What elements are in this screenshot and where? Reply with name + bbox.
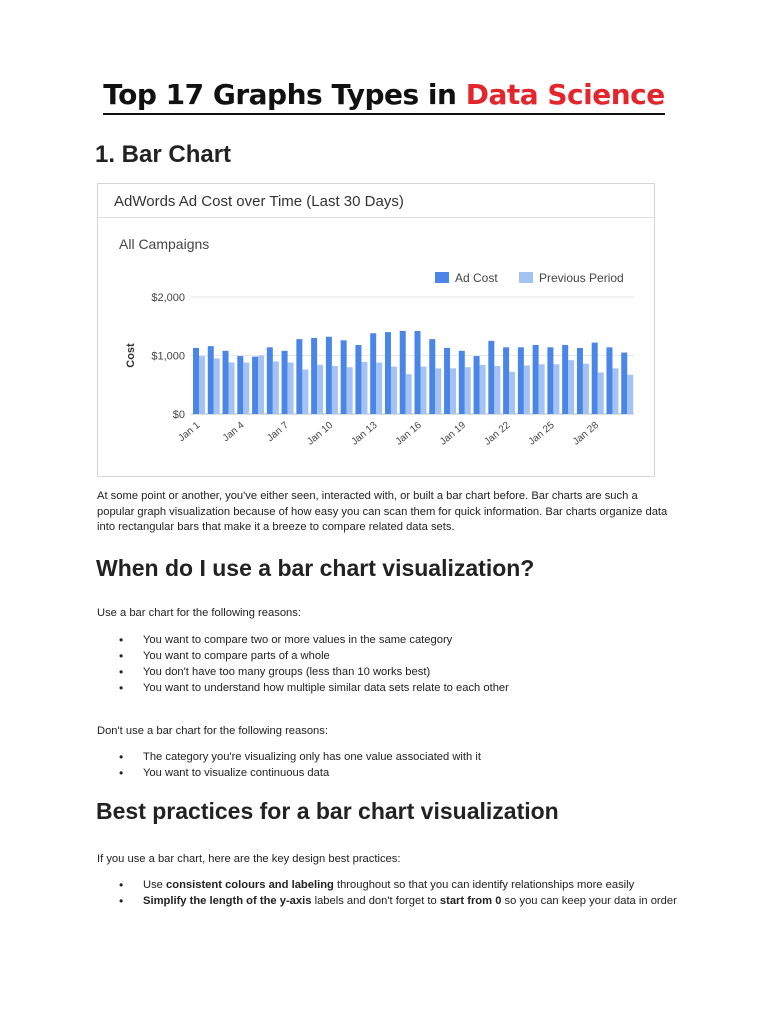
list-item: • You want to compare two or more values in the same category	[97, 632, 682, 648]
bar-previous-period	[243, 363, 249, 414]
bar-ad-cost	[592, 343, 598, 414]
x-tick-label: Jan 28	[570, 419, 602, 448]
bar-previous-period	[332, 366, 338, 414]
bar-ad-cost	[577, 348, 583, 414]
bar-previous-period	[273, 361, 279, 414]
list-item: • You want to visualize continuous data	[97, 765, 682, 781]
bar-previous-period	[509, 372, 515, 414]
bar-previous-period	[553, 364, 559, 414]
bar-previous-period	[391, 367, 397, 414]
bar-ad-cost	[400, 331, 406, 414]
bar-previous-period	[435, 368, 441, 414]
dont-intro: Don't use a bar chart for the following reasons:	[97, 725, 328, 737]
text-run: throughout so that you can identify relationships more easily	[333, 879, 635, 891]
best-list	[97, 877, 682, 909]
page-title-text	[103, 78, 665, 115]
text-run: so you can keep your data in order	[501, 895, 677, 907]
y-tick-label: $2,000	[151, 292, 185, 304]
bar-previous-period	[539, 364, 545, 414]
bar-ad-cost	[282, 351, 288, 414]
section-heading-bar-chart: 1. Bar Chart	[95, 141, 232, 168]
bar-ad-cost	[341, 340, 347, 414]
chart-panel-title: AdWords Ad Cost over Time (Last 30 Days)	[114, 193, 404, 210]
list-item	[97, 893, 682, 909]
bar-ad-cost	[237, 356, 243, 414]
bar-previous-period	[214, 358, 220, 414]
bar-ad-cost	[355, 345, 361, 414]
bar-previous-period	[450, 368, 456, 414]
bar-ad-cost	[267, 347, 273, 414]
chart-panel	[97, 183, 655, 477]
bar-ad-cost	[223, 351, 229, 414]
bar-previous-period	[376, 363, 382, 414]
chart-subtitle: All Campaigns	[119, 236, 210, 252]
bar-ad-cost	[518, 347, 524, 414]
bar-previous-period	[406, 374, 412, 414]
bar-ad-cost	[252, 357, 258, 414]
x-tick-label: Jan 19	[438, 419, 469, 448]
list-item: • The category you're visualizing only has one value associated with it	[97, 749, 682, 765]
legend-label: Previous Period	[539, 271, 624, 285]
best-practices-heading: Best practices for a bar chart visualization	[96, 798, 559, 824]
bar-previous-period	[465, 367, 471, 414]
bar-previous-period	[361, 362, 367, 414]
x-tick-label: Jan 22	[482, 419, 513, 448]
bar-ad-cost	[296, 339, 302, 414]
bar-ad-cost	[370, 333, 376, 414]
bar-chart	[98, 184, 654, 476]
x-tick-label: Jan 1	[176, 419, 203, 445]
y-tick-label: $0	[172, 409, 185, 421]
intro-paragraph: At some point or another, you've either seen, interacted with, or built a bar chart before. Bar charts are such a popular graph visualization because of how easy you can scan them for quick information. Bar charts organize data into rectangular bars that make it a breeze to compare related data sets.	[97, 490, 668, 533]
page-title	[0, 78, 768, 115]
bar-previous-period	[568, 360, 574, 414]
list-item	[97, 877, 682, 893]
legend-swatch	[435, 272, 449, 283]
bold-text: start from 0	[439, 895, 502, 907]
bar-previous-period	[598, 372, 604, 414]
legend-swatch	[519, 272, 533, 283]
bar-ad-cost	[474, 356, 480, 414]
bar-previous-period	[524, 365, 530, 414]
list-item: • You want to compare parts of a whole	[97, 648, 682, 664]
bar-ad-cost	[621, 353, 627, 414]
y-tick-label: $1,000	[151, 350, 185, 363]
bar-previous-period	[421, 367, 427, 414]
bar-previous-period	[583, 364, 589, 414]
title-highlight: Data Science	[465, 78, 665, 111]
bar-previous-period	[494, 366, 500, 414]
bar-ad-cost	[208, 346, 214, 414]
x-tick-label: Jan 10	[305, 419, 336, 448]
bar-ad-cost	[459, 351, 465, 414]
y-axis-label: Cost	[125, 343, 137, 368]
bar-ad-cost	[429, 339, 435, 414]
bar-previous-period	[347, 367, 353, 414]
bar-previous-period	[317, 365, 323, 414]
bar-ad-cost	[547, 347, 553, 414]
x-tick-label: Jan 13	[349, 419, 380, 448]
bar-ad-cost	[193, 348, 199, 414]
bar-previous-period	[612, 368, 618, 414]
bar-ad-cost	[503, 347, 509, 414]
bold-text: Simplify the length of the y-axis	[143, 895, 312, 907]
bar-previous-period	[229, 363, 235, 414]
bar-previous-period	[258, 356, 264, 415]
bar-ad-cost	[533, 345, 539, 414]
bar-ad-cost	[606, 347, 612, 414]
list-item: • You don't have too many groups (less than 10 works best)	[97, 664, 682, 680]
bar-previous-period	[302, 370, 308, 414]
best-intro: If you use a bar chart, here are the key design best practices:	[97, 853, 401, 865]
text-run: Use	[143, 879, 167, 891]
bar-ad-cost	[311, 338, 317, 414]
bar-previous-period	[627, 375, 633, 414]
list-item: • You want to understand how multiple similar data sets relate to each other	[97, 680, 682, 696]
text-run: labels and don't forget to	[311, 895, 440, 907]
bar-previous-period	[480, 365, 486, 414]
title-main: Top 17 Graphs Types in	[103, 78, 466, 111]
bar-ad-cost	[385, 332, 391, 414]
bold-text: consistent colours and labeling	[166, 879, 334, 891]
x-tick-label: Jan 7	[265, 419, 291, 445]
bar-ad-cost	[444, 348, 450, 414]
bar-ad-cost	[488, 341, 494, 414]
bar-ad-cost	[562, 345, 568, 414]
bar-previous-period	[199, 356, 205, 414]
use-intro: Use a bar chart for the following reasons:	[97, 607, 301, 619]
bar-previous-period	[288, 363, 294, 414]
legend-label: Ad Cost	[455, 271, 498, 285]
bar-ad-cost	[326, 337, 332, 414]
bar-ad-cost	[415, 331, 421, 414]
dont-list	[97, 749, 682, 781]
x-tick-label: Jan 4	[220, 419, 247, 445]
x-tick-label: Jan 16	[393, 419, 424, 448]
x-tick-label: Jan 25	[526, 419, 557, 448]
use-list	[97, 632, 682, 696]
when-heading: When do I use a bar chart visualization?	[96, 555, 535, 581]
